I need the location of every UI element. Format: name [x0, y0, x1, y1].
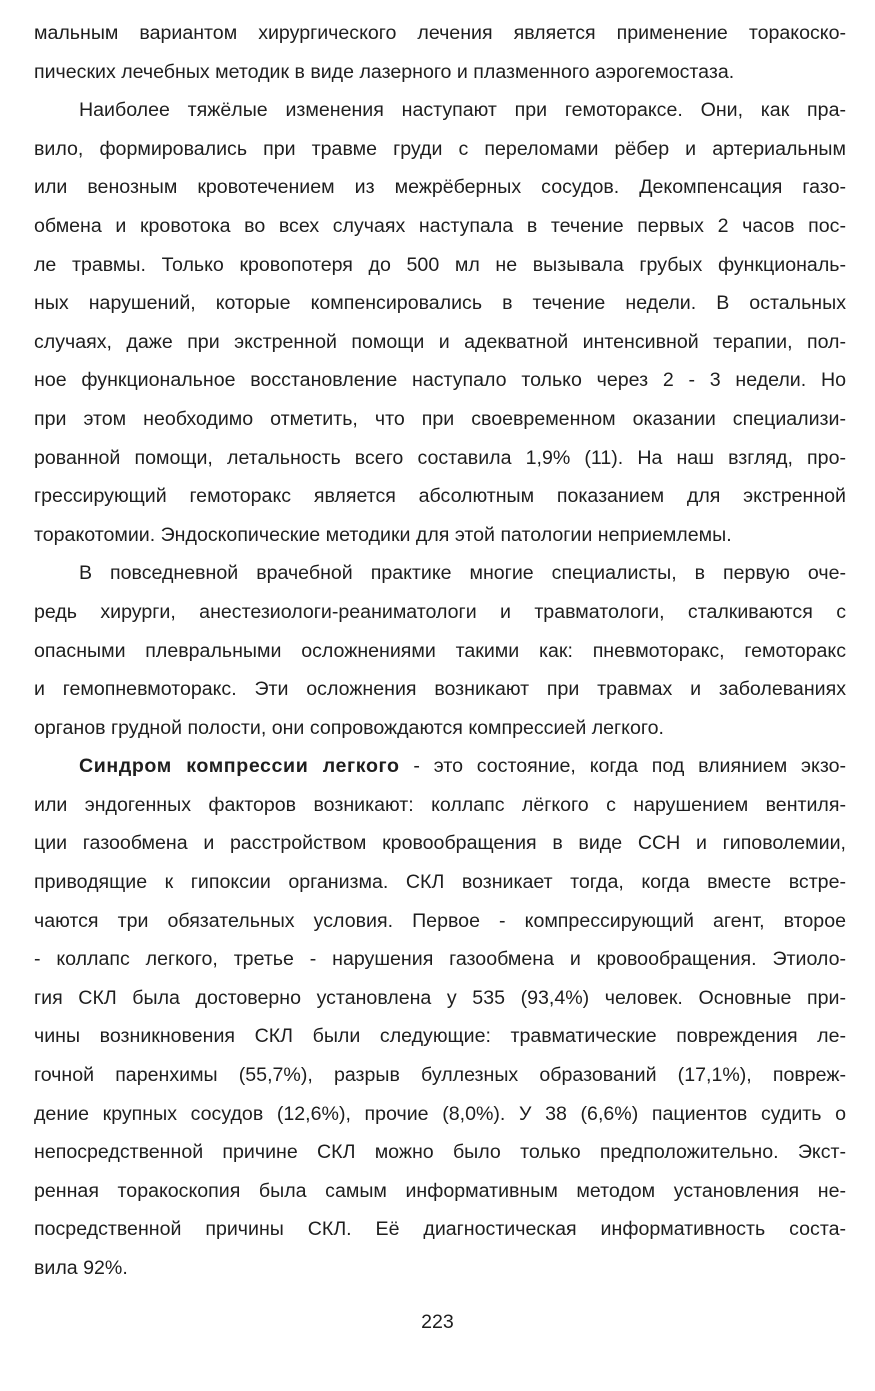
text-line: торакотомии. Эндоскопические методики для этой патологии неприемлемы.: [34, 523, 732, 546]
text-line: чаются три обязательных условия. Первое - компрессирующий агент, второе: [34, 909, 846, 932]
text-line-rest: - это состояние, когда под влиянием экзо-: [399, 755, 846, 778]
paragraph-3: [34, 554, 846, 747]
text-line: Наиболее тяжёлые изменения наступают при гемотораксе. Они, как пра-: [79, 99, 846, 122]
text-line: - коллапс легкого, третье - нарушения газообмена и кровообращения. Этиоло-: [34, 948, 846, 971]
text-line: и гемопневмоторакс. Эти осложнения возникают при травмах и заболеваниях: [34, 678, 846, 701]
document-page: [34, 14, 846, 1288]
text-line: ных нарушений, которые компенсировались в течение недели. В остальных: [34, 292, 846, 315]
text-line: приводящие к гипоксии организма. СКЛ возникает тогда, когда вместе встре-: [34, 871, 846, 894]
text-line: дение крупных сосудов (12,6%), прочие (8,0%). У 38 (6,6%) пациентов судить о: [34, 1102, 846, 1125]
text-line: редь хирурги, анестезиологи-реаниматологи и травматологи, сталкиваются с: [34, 600, 846, 623]
text-line: или эндогенных факторов возникают: коллапс лёгкого с нарушением вентиля-: [34, 793, 846, 816]
text-line: ле травмы. Только кровопотеря до 500 мл не вызывала грубых функциональ-: [34, 253, 846, 276]
page-number: 223: [421, 1311, 454, 1333]
text-line: чины возникновения СКЛ были следующие: травматические повреждения ле-: [34, 1025, 846, 1048]
text-line: мальным вариантом хирургического лечения является применение торакоско-: [34, 22, 846, 44]
paragraph-2: [34, 91, 846, 554]
text-line: ренная торакоскопия была самым информативным методом установления не-: [34, 1179, 846, 1202]
paragraph-1: [34, 14, 846, 91]
text-line: пических лечебных методик в виде лазерного и плазменного аэрогемостаза.: [34, 60, 735, 83]
text-line: ное функциональное восстановление наступало только через 2 - 3 недели. Но: [34, 369, 846, 392]
text-line: обмена и кровотока во всех случаях наступала в течение первых 2 часов пос-: [34, 214, 846, 237]
paragraph-4: [34, 747, 846, 1287]
text-line: или венозным кровотечением из межрёберных сосудов. Декомпенсация газо-: [34, 176, 846, 199]
text-line: вила 92%.: [34, 1257, 128, 1279]
text-line: гия СКЛ была достоверно установлена у 535 (93,4%) человек. Основные при-: [34, 986, 846, 1009]
text-line: [34, 747, 846, 786]
text-line: посредственной причины СКЛ. Её диагностическая информативность соста-: [34, 1218, 846, 1241]
text-line: рованной помощи, летальность всего составила 1,9% (11). На наш взгляд, про-: [34, 446, 846, 469]
text-line: грессирующий гемоторакс является абсолютным показанием для экстренной: [34, 485, 846, 508]
text-line: органов грудной полости, они сопровождаются компрессией легкого.: [34, 716, 664, 739]
text-line: опасными плевральными осложнениями такими как: пневмоторакс, гемоторакс: [34, 639, 846, 662]
text-line: вило, формировались при травме груди с переломами рёбер и артериальным: [34, 137, 846, 160]
text-line: гочной паренхимы (55,7%), разрыв буллезных образований (17,1%), повреж-: [34, 1064, 846, 1087]
text-line: случаях, даже при экстренной помощи и адекватной интенсивной терапии, пол-: [34, 330, 846, 353]
text-line: при этом необходимо отметить, что при своевременном оказании специализи-: [34, 407, 846, 430]
bold-term: Синдром компрессии легкого: [79, 755, 400, 778]
text-line: В повседневной врачебной практике многие специалисты, в первую оче-: [79, 562, 846, 585]
text-line: ции газообмена и расстройством кровообращения в виде ССН и гиповолемии,: [34, 832, 846, 855]
text-line: непосредственной причине СКЛ можно было только предположительно. Экст-: [34, 1141, 846, 1164]
